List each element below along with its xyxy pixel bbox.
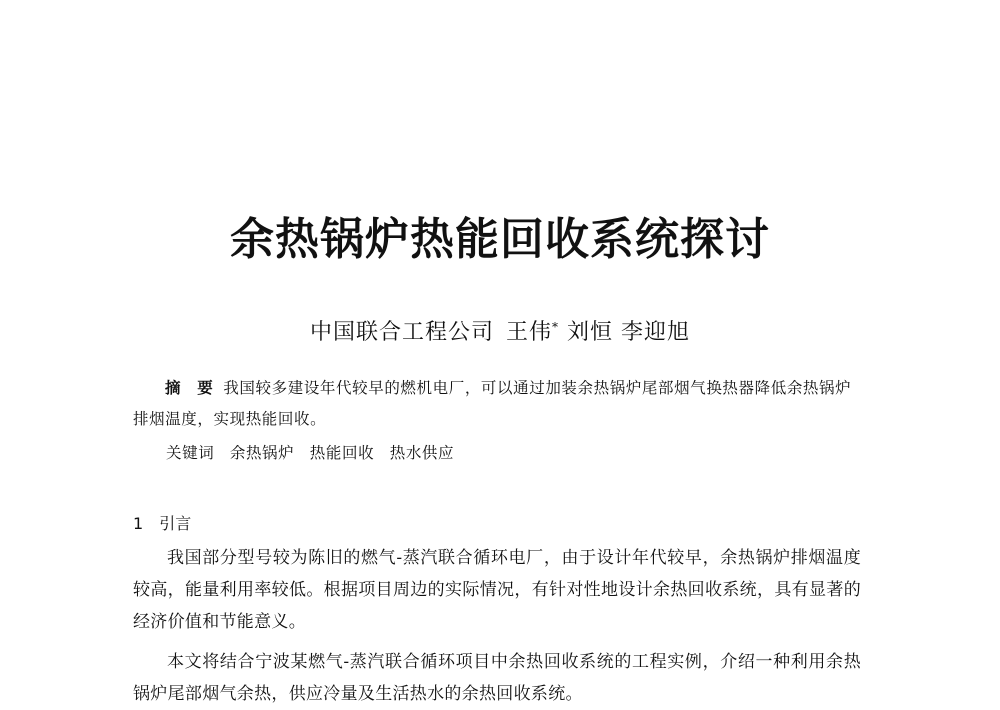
keyword: 热能回收 [309,444,375,462]
keywords-label: 关键词 [166,444,215,462]
body-paragraph: 本文将结合宁波某燃气-蒸汽联合循环项目中余热回收系统的工程实例，介绍一种利用余热锅炉尾部烟气余热，供应冷量及生活热水的余热回收系统。 [133,652,861,704]
corresponding-author-mark: * [552,320,559,334]
section-heading [133,510,191,538]
abstract [133,373,863,435]
keyword: 余热锅炉 [229,444,295,462]
paper-title: 余热锅炉热能回收系统探讨 [230,214,770,265]
author-name: 李迎旭 [621,320,691,345]
author-organization: 中国联合工程公司 [309,320,494,345]
abstract-text: 我国较多建设年代较早的燃机电厂，可以通过加装余热锅炉尾部烟气换热器降低余热锅炉排烟温度，实现热能回收。 [133,379,852,428]
section-title: 引言 [159,514,192,533]
author-name: 刘恒 [567,320,614,345]
keyword: 热水供应 [389,444,455,462]
keywords [166,438,464,468]
author-name: 王伟 [505,320,552,345]
author-line [0,312,1000,348]
abstract-label: 摘 要 [165,379,214,397]
section-number: 1 [133,514,144,533]
body-paragraph: 我国部分型号较为陈旧的燃气-蒸汽联合循环电厂，由于设计年代较早，余热锅炉排烟温度较高，能量利用率较低。根据项目周边的实际情况，有针对性地设计余热回收系统，具有显著的经济价值和节能意义。 [133,548,861,632]
